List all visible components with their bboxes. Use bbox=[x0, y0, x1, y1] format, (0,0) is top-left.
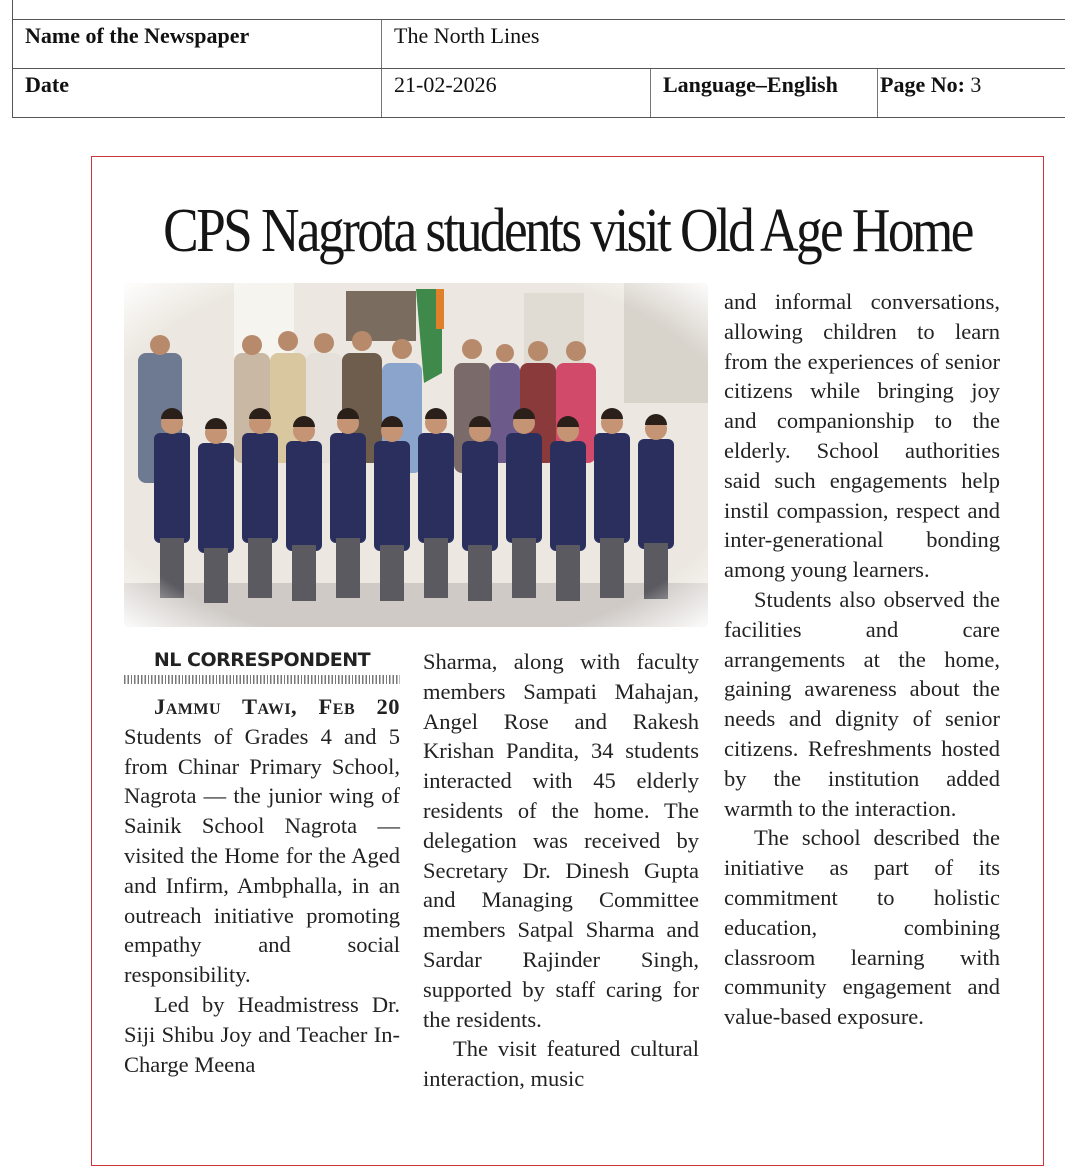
group-photo bbox=[124, 283, 708, 627]
article-column-2 bbox=[423, 647, 699, 1094]
byline-rule bbox=[124, 675, 400, 684]
newspaper-name: The North Lines bbox=[394, 23, 540, 48]
dateline: Jammu Tawi, Feb 20 bbox=[154, 694, 400, 719]
article-paragraph: Sharma, along with faculty members Sampati Mahajan, Angel Rose and Rakesh Krishan Pandita, 34 students interacted with 45 elderly residents of the home. The delegation was received by Secretary Dr. Dinesh Gupta and Managing Committee members Satpal Sharma and Sardar Rajinder Singh, supported by staff caring for the residents. bbox=[423, 649, 699, 1032]
article-paragraph bbox=[124, 692, 400, 990]
page-label: Page No: bbox=[880, 72, 965, 97]
group-photo-illustration bbox=[124, 283, 708, 627]
article-column-1 bbox=[124, 647, 400, 1079]
article-paragraph: The visit featured cultural interaction, music bbox=[423, 1036, 699, 1092]
date-label: Date bbox=[25, 72, 69, 97]
paragraph-text: Students of Grades 4 and 5 from Chinar Primary School, Nagrota — the junior wing of Sainik School Nagrota — visited the Home for the Aged and Infirm, Ambphalla, in an outreach initiative promoting empathy and social responsibility. bbox=[124, 723, 400, 988]
language-label: Language–English bbox=[663, 72, 838, 97]
byline: NL CORRESPONDENT bbox=[153, 649, 371, 671]
header-table-top-row bbox=[12, 0, 1065, 20]
article-paragraph: and informal conversations, allowing children to learn from the experiences of senior citizens while bringing joy and companionship to the elderly. School authorities said such engagements help instil compassion, respect and inter-generational bonding among young learners. bbox=[724, 289, 1000, 583]
page-value: 3 bbox=[970, 72, 982, 97]
date-value: 21-02-2026 bbox=[394, 72, 497, 97]
article-paragraph: Students also observed the facilities and care arrangements at the home, gaining awareness about the needs and dignity of senior citizens. Refreshments hosted by the institution added warmth to the interaction. bbox=[724, 586, 1000, 821]
header-row-newspaper bbox=[12, 20, 1065, 69]
article-clipping bbox=[91, 156, 1044, 1166]
page-number bbox=[878, 69, 1065, 117]
article-column-3 bbox=[724, 287, 1000, 1032]
article-paragraph: Led by Headmistress Dr. Siji Shibu Joy and Teacher In-Charge Meena bbox=[124, 991, 400, 1077]
header-row-date bbox=[12, 69, 1065, 118]
article-headline: CPS Nagrota students visit Old Age Home bbox=[163, 197, 972, 265]
newspaper-label: Name of the Newspaper bbox=[25, 23, 250, 48]
article-paragraph: The school described the initiative as part of its commitment to holistic education, combining classroom learning with community engagement and value-based exposure. bbox=[724, 825, 1000, 1030]
